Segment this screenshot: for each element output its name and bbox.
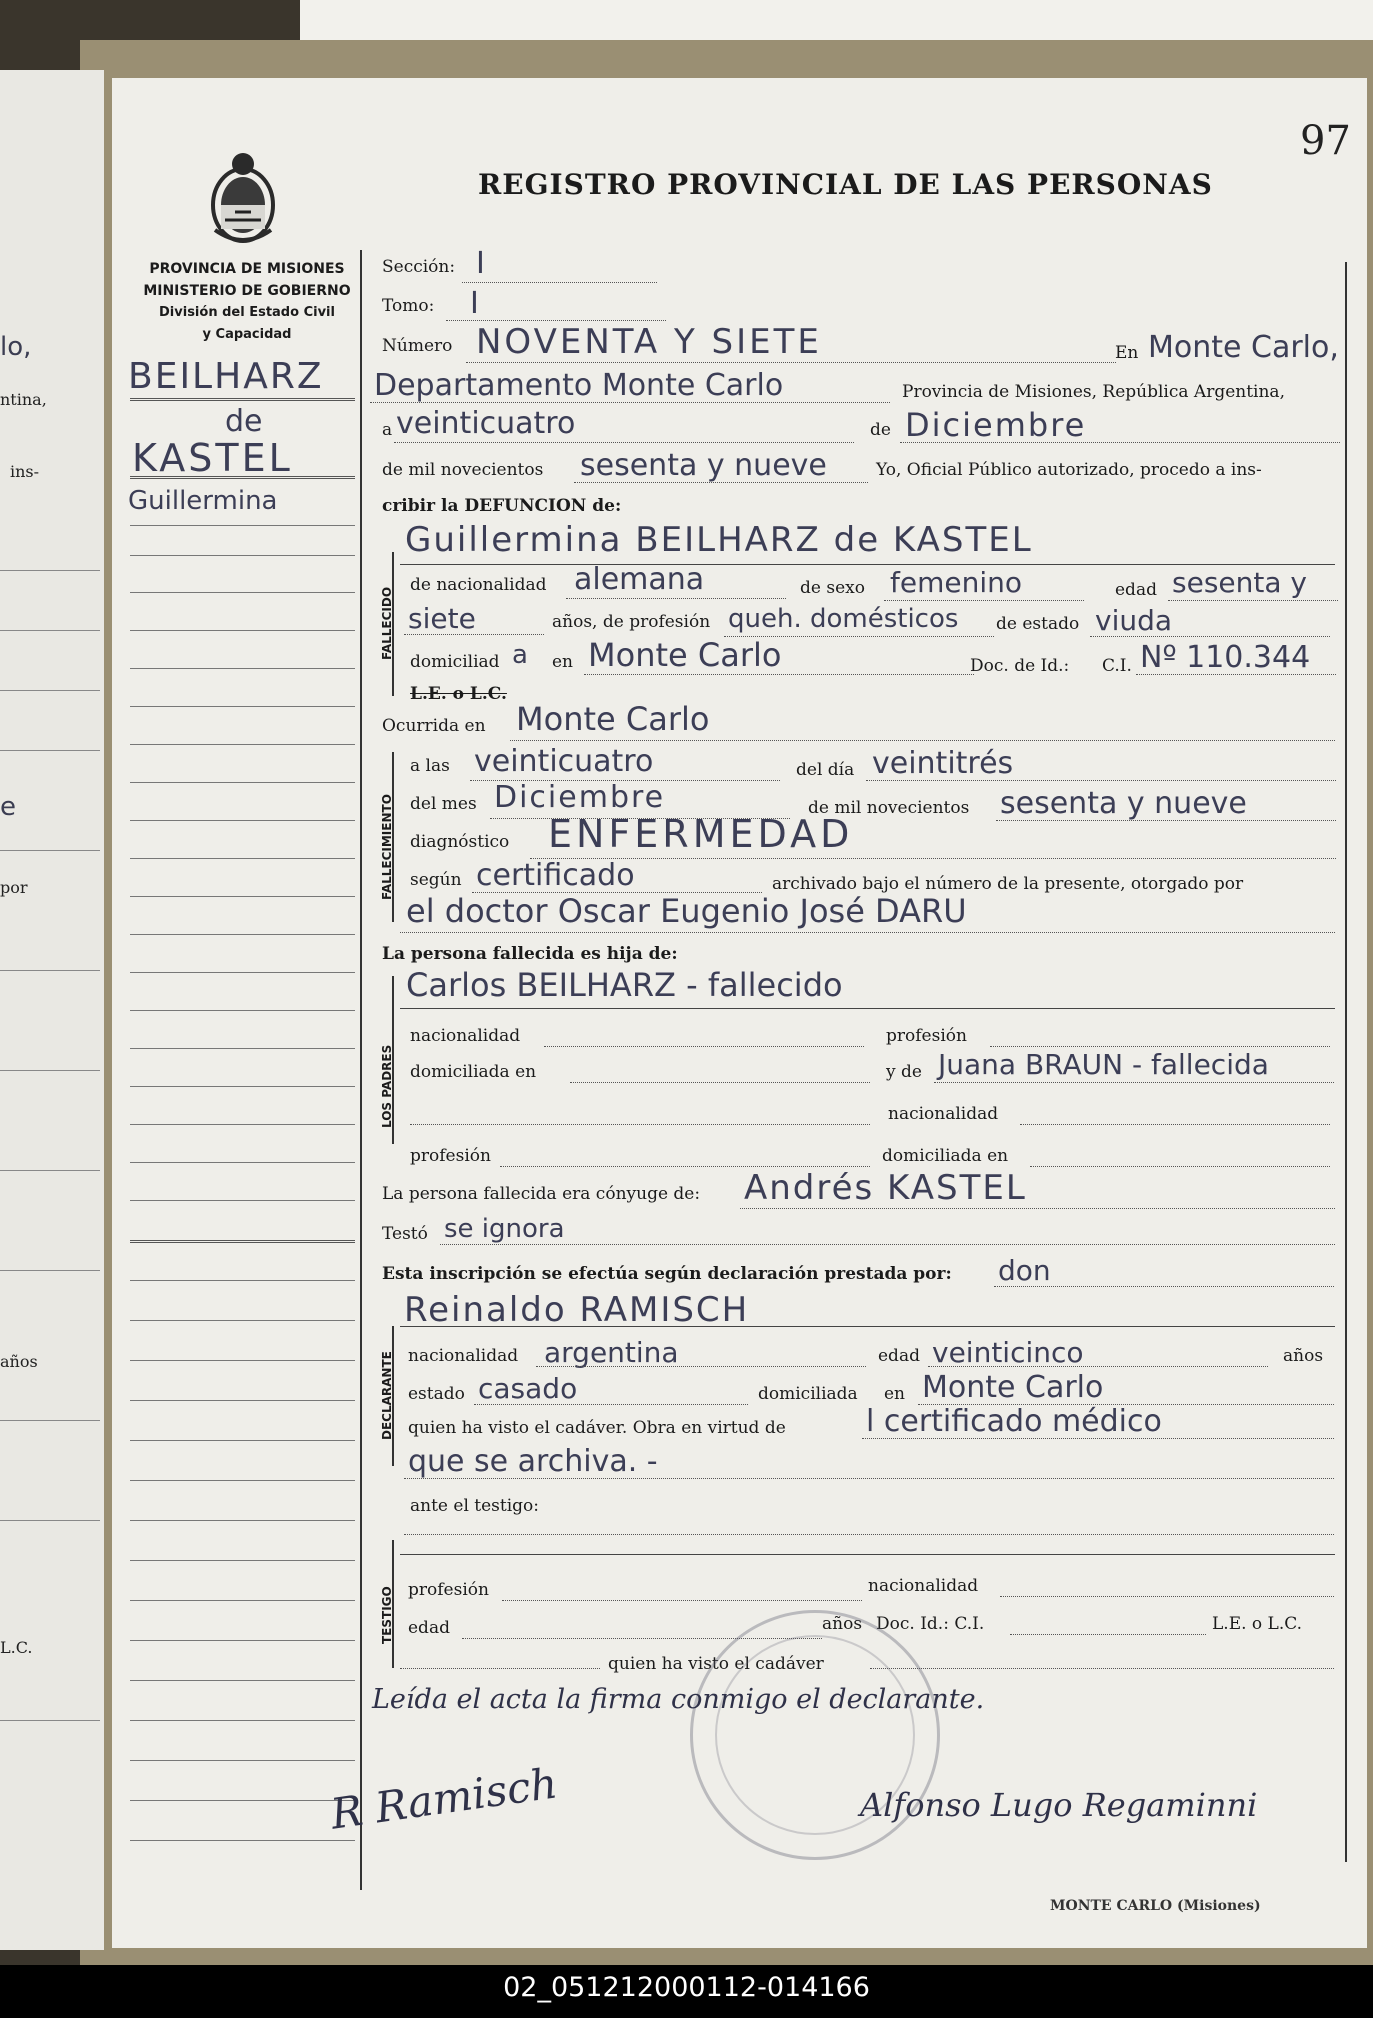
prev-fragment: años [0,1352,38,1371]
label-inscripcion: Esta inscripción se efectúa según declaración prestada por: [382,1264,952,1284]
org-ministry: MINISTERIO DE GOBIERNO [143,283,351,299]
value-testo: se ignora [444,1214,565,1244]
label-testigo-anos: años [822,1614,863,1634]
label-tomo: Tomo: [382,296,435,316]
stamp-text: MONTE CARLO (Misiones) [1050,1898,1261,1914]
prev-fragment: ntina, [0,390,47,409]
value-obra-cont: que se archiva. - [408,1444,658,1479]
previous-page [0,70,104,1950]
value-edad-cont: siete [408,602,476,635]
label-doc: Doc. de Id.: [970,656,1070,676]
value-declarante-domicilio: Monte Carlo [922,1370,1104,1405]
margin-first-name: Guillermina [128,486,278,516]
org-capacity: y Capacidad [202,327,292,342]
value-nombre: Guillermina BEILHARZ de KASTEL [405,520,1033,560]
label-padre-profesion: profesión [886,1026,967,1046]
label-domiciliada: domiciliad [410,652,500,672]
reading-note: Leída el acta la firma conmigo el declarante. [372,1684,985,1715]
issuing-office [132,258,362,346]
prev-fragment: ins- [10,462,40,481]
value-edad: sesenta y [1172,566,1307,599]
label-y-de: y de [886,1062,922,1082]
section-testigo: TESTIGO [380,1586,394,1644]
label-ante-testigo: ante el testigo: [410,1496,540,1516]
label-testigo-nacionalidad: nacionalidad [868,1576,979,1596]
section-declarante: DECLARANTE [380,1351,394,1440]
label-madre-nacionalidad: nacionalidad [888,1104,999,1124]
value-anio-fall: sesenta y nueve [1000,786,1247,821]
org-division: División del Estado Civil [159,305,335,320]
value-anio: sesenta y nueve [580,448,827,483]
section-fallecido: FALLECIDO [380,586,394,660]
value-declarante-estado: casado [478,1372,578,1405]
label-anos-profesion: años, de profesión [552,612,711,632]
label-declarante-nacionalidad: nacionalidad [408,1346,519,1366]
official-signature: Alfonso Lugo Regaminni [860,1786,1258,1824]
value-numero: NOVENTA Y SIETE [476,322,822,362]
label-provincia: Provincia de Misiones, República Argentina, [902,382,1285,402]
column-divider [360,250,362,1890]
value-ci: Nº 110.344 [1140,640,1311,675]
label-ocurrida: Ocurrida en [382,716,486,736]
label-declarante-anos: años [1283,1346,1324,1366]
value-mes: Diciembre [905,406,1087,444]
value-declarante-prefix: don [998,1254,1051,1287]
label-en-domicilio: en [552,652,574,672]
label-estado: de estado [996,614,1080,634]
label-quien-visto: quien ha visto el cadáver. Obra en virtud de [408,1418,786,1438]
label-de-mil-fall: de mil novecientos [808,798,970,818]
label-a-las: a las [410,756,450,776]
value-hora: veinticuatro [474,744,654,779]
value-medico: el doctor Oscar Eugenio José DARU [406,892,967,930]
value-segun: certificado [476,858,635,893]
prev-fragment: L.C. [0,1638,33,1657]
label-declarante-domicilio: domiciliada [758,1384,858,1404]
value-ocurrida: Monte Carlo [516,700,710,738]
label-archivado: archivado bajo el número de la presente, otorgado por [772,874,1244,894]
page-number: 97 [1300,118,1351,164]
section-padres: LOS PADRES [380,1044,394,1128]
label-de-mil: de mil novecientos [382,460,544,480]
label-madre-domicilio: domiciliada en [882,1146,1009,1166]
label-ci: C.I. [1102,656,1132,676]
value-estado: viuda [1095,604,1173,637]
org-province: PROVINCIA DE MISIONES [149,261,345,277]
value-sexo: femenino [890,566,1022,599]
value-dia-fall: veintitrés [872,746,1014,781]
coat-of-arms-icon [205,150,281,250]
label-nacionalidad: de nacionalidad [410,575,547,595]
label-testigo-profesion: profesión [408,1580,489,1600]
value-domicilio: Monte Carlo [588,636,782,674]
margin-de: de [225,404,263,439]
label-diagnostico: diagnóstico [410,832,510,852]
label-del-dia: del día [796,760,855,780]
label-testigo-le: L.E. o L.C. [1212,1614,1303,1634]
label-conyuge: La persona fallecida era cónyuge de: [382,1184,701,1204]
label-declarante-edad: edad [878,1346,920,1366]
prev-fragment: e [0,792,16,822]
value-madre: Juana BRAUN - fallecida [938,1048,1269,1081]
label-hija: La persona fallecida es hija de: [382,944,678,964]
label-inscribir: cribir la DEFUNCION de: [382,496,622,516]
margin-married-name: KASTEL [132,436,293,480]
section-fallecimiento: FALLECIMIENTO [380,794,394,900]
right-border [1345,262,1347,1862]
label-numero: Número [382,336,453,356]
label-en: En [1115,343,1139,363]
value-tomo: I [470,286,479,321]
label-yo: Yo, Oficial Público autorizado, procedo a ins- [876,460,1262,480]
value-declarante-nacionalidad: argentina [544,1336,679,1369]
value-profesion: queh. domésticos [728,604,959,634]
value-declarante: Reinaldo RAMISCH [404,1290,750,1330]
label-a: a [382,420,393,440]
label-madre-profesion: profesión [410,1146,491,1166]
label-declarante-en: en [884,1384,906,1404]
label-testigo-edad: edad [408,1618,450,1638]
value-nacionalidad: alemana [574,562,705,597]
declarant-signature: R Ramisch [327,1758,561,1839]
value-mes-fall: Diciembre [494,780,666,815]
label-testigo-quien: quien ha visto el cadáver [608,1654,824,1674]
label-segun: según [410,870,462,890]
value-obra: l certificado médico [866,1404,1162,1439]
value-declarante-edad: veinticinco [932,1336,1084,1369]
label-sexo: de sexo [800,578,865,598]
label-seccion: Sección: [382,257,456,277]
label-padre-domicilio: domiciliada en [410,1062,537,1082]
label-le-lc: L.E. o L.C. [410,684,507,704]
value-diagnostico: ENFERMEDAD [548,812,854,856]
value-domiciliada-suffix: a [512,640,528,670]
document-title: REGISTRO PROVINCIAL DE LAS PERSONAS [478,168,1213,201]
value-departamento: Departamento Monte Carlo [374,368,784,403]
margin-surname: BEILHARZ [128,356,324,397]
label-testigo-doc: Doc. Id.: C.I. [876,1614,985,1634]
prev-fragment: lo, [0,332,32,362]
value-padre: Carlos BEILHARZ - fallecido [406,966,843,1004]
image-identifier: 02_051212000112-014166 [503,1972,870,2003]
label-de: de [870,420,891,440]
label-testo: Testó [382,1224,428,1244]
label-del-mes: del mes [410,794,477,814]
prev-fragment: por [0,878,28,897]
value-en: Monte Carlo, [1148,330,1339,365]
label-padre-nacionalidad: nacionalidad [410,1026,521,1046]
value-seccion: I [476,246,485,281]
value-dia: veinticuatro [396,406,576,441]
label-declarante-estado: estado [408,1384,465,1404]
label-edad: edad [1115,580,1157,600]
value-conyuge: Andrés KASTEL [744,1168,1027,1208]
